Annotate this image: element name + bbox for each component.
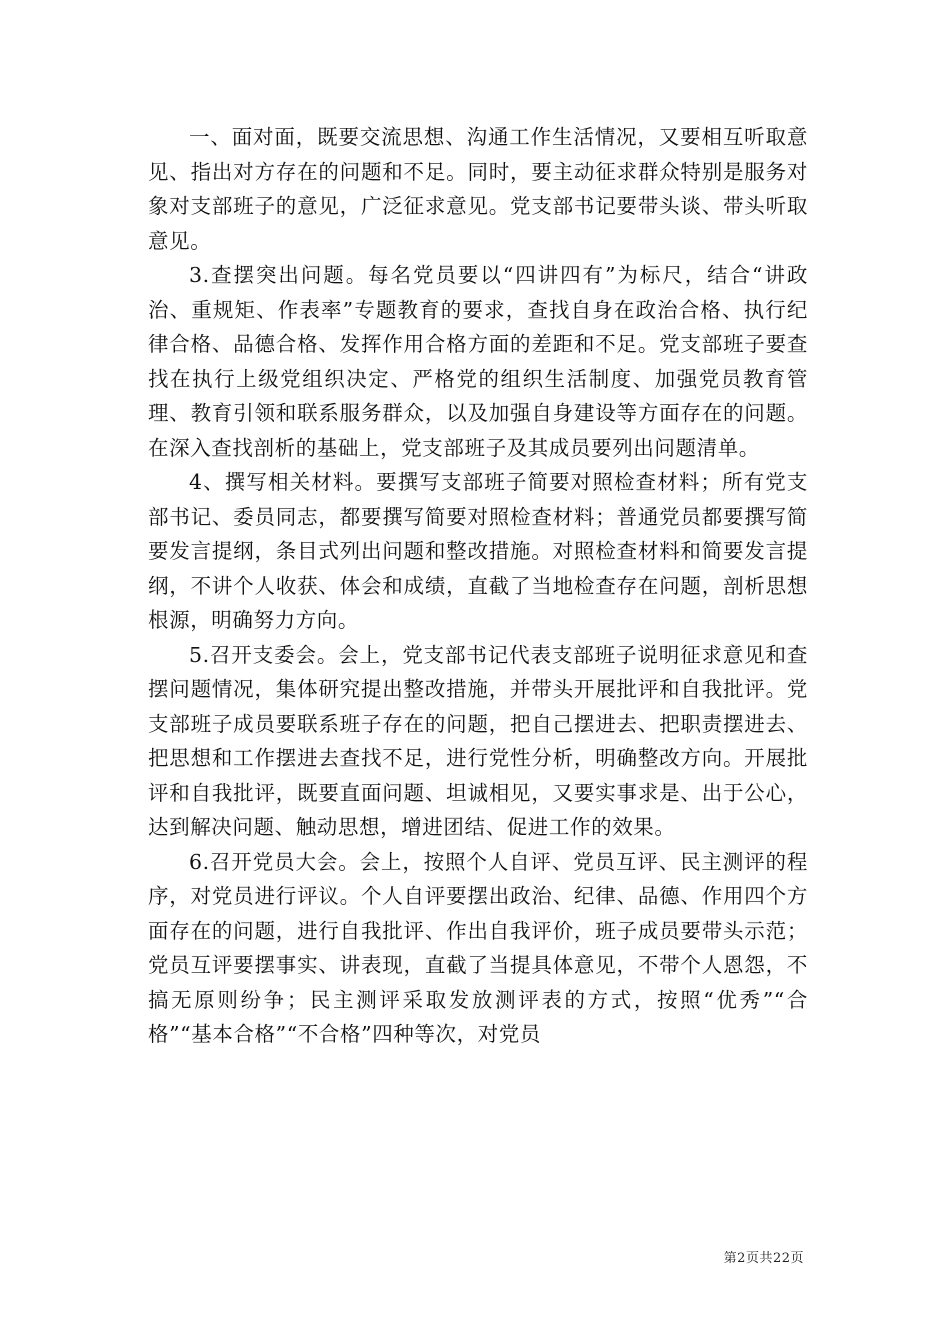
paragraph-face-to-face: 一、面对面，既要交流思想、沟通工作生活情况，又要相互听取意见、指出对方存在的问题和不足。同时，要主动征求群众特别是服务对象对支部班子的意见，广泛征求意见。党支部书记要带头谈、带头听取意见。	[148, 125, 808, 253]
document-body	[148, 120, 808, 1052]
paragraph-branch-committee-meeting: 5.召开支委会。会上，党支部书记代表支部班子说明征求意见和查摆问题情况，集体研究提出整改措施，并带头开展批评和自我批评。党支部班子成员要联系班子存在的问题，把自己摆进去、把职责摆进去、把思想和工作摆进去查找不足，进行党性分析，明确整改方向。开展批评和自我批评，既要直面问题、坦诚相见，又要实事求是、出于公心，达到解决问题、触动思想，增进团结、促进工作的效果。	[148, 642, 808, 839]
paragraph-write-materials: 4、撰写相关材料。要撰写支部班子简要对照检查材料；所有党支部书记、委员同志，都要撰写简要对照检查材料；普通党员都要撰写简要发言提纲，条目式列出问题和整改措施。对照检查材料和简要发言提纲，不讲个人收获、体会和成绩，直截了当地检查存在问题，剖析思想根源，明确努力方向。	[148, 470, 808, 632]
page-number: 第2页共22页	[723, 1251, 804, 1266]
paragraph-party-member-meeting: 6.召开党员大会。会上，按照个人自评、党员互评、民主测评的程序，对党员进行评议。个人自评要摆出政治、纪律、品德、作用四个方面存在的问题，进行自我批评、作出自我评价，班子成员要带头示范；党员互评要摆事实、讲表现，直截了当提具体意见，不带个人恩怨，不搞无原则纷争；民主测评采取发放测评表的方式，按照“优秀”“合格”“基本合格”“不合格”四种等次，对党员	[148, 849, 808, 1046]
paragraph-find-problems: 3.查摆突出问题。每名党员要以“四讲四有”为标尺，结合“讲政治、重规矩、作表率”专题教育的要求，查找自身在政治合格、执行纪律合格、品德合格、发挥作用合格方面的差距和不足。党支部班子要查找在执行上级党组织决定、严格党的组织生活制度、加强党员教育管理、教育引领和联系服务群众，以及加强自身建设等方面存在的问题。在深入查找剖析的基础上，党支部班子及其成员要列出问题清单。	[148, 263, 808, 460]
